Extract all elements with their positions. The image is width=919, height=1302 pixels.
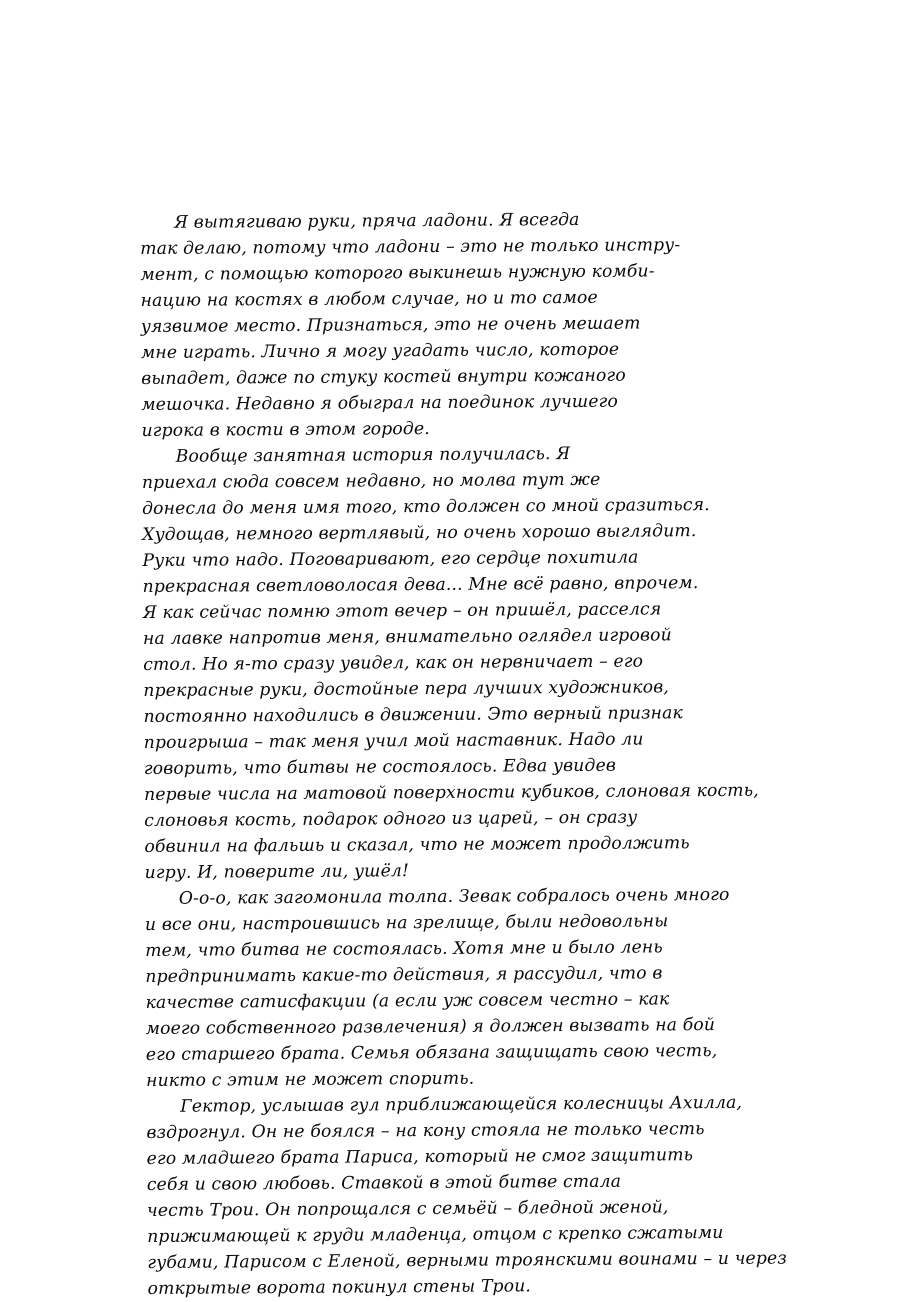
text-line: Худощав, немного вертлявый, но очень хорошо выглядит. <box>142 521 697 545</box>
text-line: обвинил на фальшь и сказал, что не может продолжить <box>144 833 690 857</box>
paragraph-2 <box>142 440 785 886</box>
text-line: его старшего брата. Семья обязана защищать свою честь, <box>145 1040 718 1065</box>
text-line: Руки что надо. Поговаривают, его сердце похитила <box>142 547 639 571</box>
text-line: Гектор, услышав гул приближающейся колесницы Ахилла, <box>180 1092 743 1117</box>
text-line: губами, Парисом с Еленой, верными троянскими воинами – и через <box>147 1248 787 1273</box>
text-line: прекрасные руки, достойные пера лучших художников, <box>143 677 670 701</box>
text-line: приехал сюда совсем недавно, но молва тут же <box>141 469 601 493</box>
text-line: игрока в кости в этом городе. <box>141 418 430 441</box>
text-line: предпринимать какие-то действия, я рассудил, что в <box>145 963 663 987</box>
text-line: первые числа на матовой поверхности кубиков, слоновая кость, <box>144 780 759 805</box>
text-line: мешочка. Недавно я обыграл на поединок лучшего <box>141 391 619 415</box>
text-line: Я вытягиваю руки, пряча ладони. Я всегда <box>174 209 580 233</box>
text-line: качестве сатисфакции (а если уж совсем честно – как <box>145 989 670 1013</box>
paragraph-3 <box>145 882 786 1094</box>
text-line: никто с этим не может спорить. <box>146 1068 475 1091</box>
text-line: его младшего брата Париса, который не смог защитить <box>146 1145 694 1169</box>
text-line: говорить, что битвы не состоялось. Едва увидев <box>143 755 617 779</box>
text-line: выпадет, даже по стуку костей внутри кожаного <box>141 365 626 389</box>
text-line: вздрогнул. Он не боялся – на кону стояла не только честь <box>146 1119 705 1143</box>
text-line: уязвимое место. Признаться, это не очень мешает <box>140 313 641 337</box>
text-line: так делаю, потому что ладони – это не только инстру- <box>140 235 681 259</box>
text-line: мне играть. Лично я могу угадать число, которое <box>140 339 620 363</box>
text-line: Вообще занятная история получилась. Я <box>175 444 571 467</box>
text-line: О-о-о, как загомонила толпа. Зевак собралось очень много <box>178 884 730 909</box>
text-line: мент, с помощью которого выкинешь нужную комби- <box>140 261 655 285</box>
text-line: стол. Но я-то сразу увидел, как он нервничает – его <box>143 651 644 675</box>
text-line: постоянно находились в движении. Это верный признак <box>143 703 683 727</box>
text-line: прижимающей к груди младенца, отцом с крепко сжатыми <box>147 1222 724 1247</box>
text-line: нацию на костях в любом случае, но и то самое <box>140 287 598 311</box>
text-line: открытые ворота покинул стены Трои. <box>147 1276 532 1299</box>
text-line: проигрыша – так меня учил мой наставник. Надо ли <box>143 729 644 753</box>
text-line: игру. И, поверите ли, ушёл! <box>144 861 410 883</box>
text-line: на лавке напротив меня, внимательно оглядел игровой <box>142 625 672 649</box>
paragraph-1 <box>140 206 782 444</box>
text-line: честь Трои. Он попрощался с семьёй – бледной женой, <box>146 1197 669 1221</box>
text-line: Я как сейчас помню этот вечер – он пришёл, расселся <box>142 599 662 623</box>
text-line: слоновья кость, подарок одного из царей, – он сразу <box>144 807 638 831</box>
text-line: и все они, настроившись на зрелище, были недовольны <box>144 911 669 935</box>
handwritten-text-block <box>140 206 788 1302</box>
text-line: прекрасная светловолосая дева... Мне всё равно, впрочем. <box>142 573 699 597</box>
text-line: моего собственного развлечения) я должен вызвать на бой <box>145 1015 716 1039</box>
text-line: тем, что битва не состоялась. Хотя мне и было лень <box>145 937 663 961</box>
paragraph-4 <box>146 1090 787 1302</box>
text-line: донесла до меня имя того, кто должен со мной сразиться. <box>142 495 710 519</box>
text-line: себя и свою любовь. Ставкой в этой битве стала <box>146 1171 622 1195</box>
